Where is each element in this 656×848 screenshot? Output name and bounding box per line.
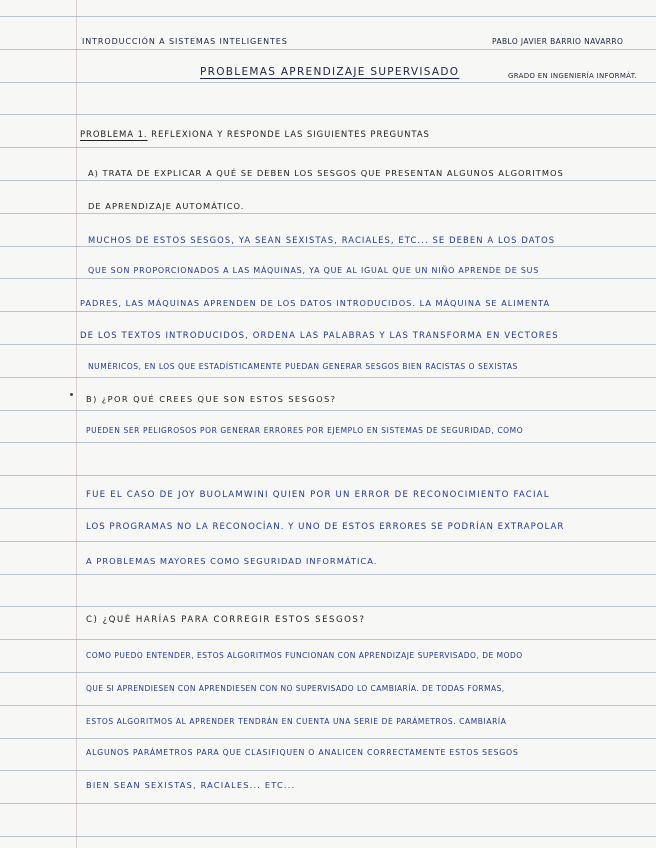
ruled-line [0,344,656,345]
course-name: INTRODUCCIÓN A SISTEMAS INTELIGENTES [82,37,288,46]
answer-c-line: ALGUNOS PARÁMETROS PARA QUE CLASIFIQUEN O ANALICEN CORRECTAMENTE ESTOS SESGOS [86,748,519,757]
ruled-line [0,114,656,115]
answer-c-line: QUE SI APRENDIESEN CON APRENDIESEN CON NO SUPERVISADO LO CAMBIARÍA. DE TODAS FORMAS, [86,684,505,693]
answer-c-line: COMO PUEDO ENTENDER, ESTOS ALGORITMOS FUNCIONAN CON APRENDIZAJE SUPERVISADO, DE MODO [86,651,523,660]
ruled-line [0,147,656,148]
ruled-line [0,770,656,771]
ruled-line [0,541,656,542]
ruled-line [0,410,656,411]
answer-a-line: DE LOS TEXTOS INTRODUCIDOS, ORDENA LAS PALABRAS Y LAS TRANSFORMA EN VECTORES [80,331,559,341]
problem-number: PROBLEMA 1. [80,130,148,140]
page-title: PROBLEMAS APRENDIZAJE SUPERVISADO [200,66,460,78]
ruled-line [0,639,656,640]
ruled-line [0,213,656,214]
punch-dot [70,393,73,396]
answer-b-line: LOS PROGRAMAS NO LA RECONOCÍAN. Y UNO DE ESTOS ERRORES SE PODRÍAN EXTRAPOLAR [86,522,565,532]
ruled-line [0,377,656,378]
question-a-line: DE APRENDIZAJE AUTOMÁTICO. [88,201,245,211]
question-a-line: A) TRATA DE EXPLICAR A QUÉ SE DEBEN LOS SESGOS QUE PRESENTAN ALGUNOS ALGORITMOS [88,168,564,178]
answer-a-line: QUE SON PROPORCIONADOS A LAS MÁQUINAS, YA QUE AL IGUAL QUE UN NIÑO APRENDE DE SUS [88,266,540,275]
question-c-line: C) ¿QUÉ HARÍAS PARA CORREGIR ESTOS SESGOS? [86,615,366,625]
problem-instruction: REFLEXIONA Y RESPONDE LAS SIGUIENTES PREGUNTAS [151,130,430,140]
ruled-line [0,82,656,83]
ruled-line [0,508,656,509]
answer-a-line: NUMÉRICOS, EN LOS QUE ESTADÍSTICAMENTE PUEDAN GENERAR SESGOS BIEN RACISTAS O SEXISTAS [88,362,518,371]
answer-a-line: MUCHOS DE ESTOS SESGOS, YA SEAN SEXISTAS, RACIALES, ETC... SE DEBEN A LOS DATOS [88,235,556,245]
ruled-line [0,16,656,17]
answer-b-line: PUEDEN SER PELIGROSOS POR GENERAR ERRORES POR EJEMPLO EN SISTEMAS DE SEGURIDAD, COMO [86,426,524,435]
ruled-line [0,803,656,804]
answer-c-line: BIEN SEAN SEXISTAS, RACIALES... ETC... [86,780,296,790]
ruled-line [0,738,656,739]
margin-line [76,0,77,848]
answer-a-line: PADRES, LAS MÁQUINAS APRENDEN DE LOS DATOS INTRODUCIDOS. LA MÁQUINA SE ALIMENTA [80,298,551,308]
answer-c-line: ESTOS ALGORITMOS AL APRENDER TENDRÁN EN CUENTA UNA SERIE DE PARÁMETROS. CAMBIARÍA [86,717,507,726]
question-b-line: B) ¿POR QUÉ CREES QUE SON ESTOS SESGOS? [86,394,337,404]
author-name: PABLO JAVIER BARRIO NAVARRO [492,37,624,46]
ruled-line [0,246,656,247]
ruled-line [0,606,656,607]
answer-b-line: FUE EL CASO DE JOY BUOLAMWINI QUIEN POR UN ERROR DE RECONOCIMIENTO FACIAL [86,490,550,500]
ruled-line [0,574,656,575]
ruled-line [0,475,656,476]
ruled-line [0,836,656,837]
ruled-line [0,180,656,181]
degree-name: GRADO EN INGENIERÍA INFORMÁT. [508,72,637,80]
ruled-line [0,311,656,312]
ruled-line [0,49,656,50]
ruled-line [0,278,656,279]
ruled-line [0,705,656,706]
ruled-line [0,442,656,443]
problem-heading [80,130,430,140]
ruled-line [0,672,656,673]
answer-b-line: A PROBLEMAS MAYORES COMO SEGURIDAD INFORMÁTICA. [86,556,378,566]
